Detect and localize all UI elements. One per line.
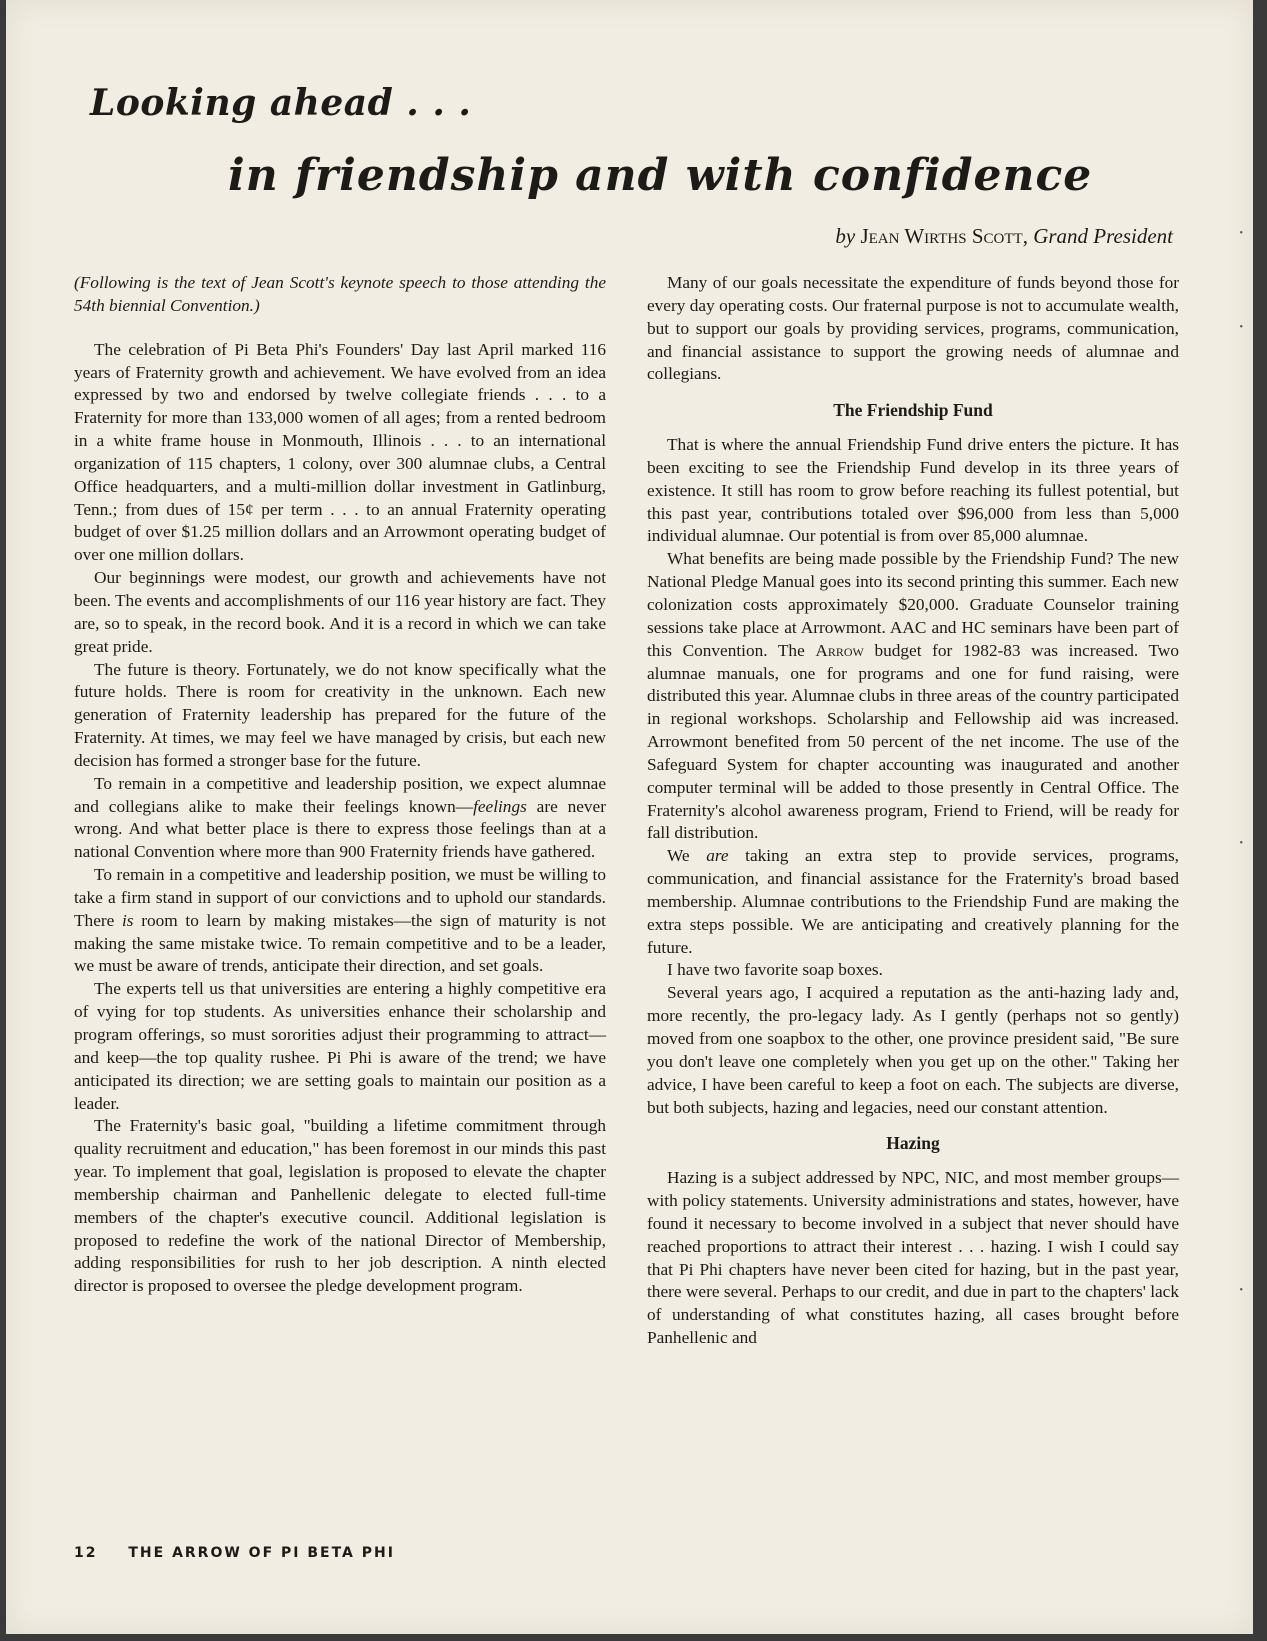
text-run: To remain in a competitive and leadership position, we must be willing to take a firm stand in support of our convictions and to uphold our standards. There	[74, 865, 606, 930]
page-number: 12	[74, 1545, 98, 1561]
scan-speck: •	[1239, 1285, 1243, 1296]
byline-role: Grand President	[1033, 224, 1173, 248]
paragraph: The experts tell us that universities are entering a highly competitive era of vying for top students. As universities enhance their scholarship and program offerings, so must sororities adjust their programming to attract—and keep—the top quality rushee. Pi Phi is aware of the trend; we have anticipated its direction; we are setting goals to maintain our position as a leader.	[74, 979, 606, 1113]
arrow-magazine-name: Arrow	[815, 640, 864, 660]
paragraph	[647, 548, 1179, 845]
right-column	[647, 272, 1179, 1350]
left-column	[74, 272, 606, 1298]
section-heading-friendship-fund: The Friendship Fund	[833, 400, 993, 421]
paragraph: The celebration of Pi Beta Phi's Founders' Day last April marked 116 years of Fraternity growth and achievement. We have evolved from an idea expressed by two and endorsed by twelve collegiate friends . . . to a Fraternity for more than 133,000 women of all ages; from a rented bedroom in a white frame house in Monmouth, Illinois . . . to an international organization of 115 chapters, 1 colony, over 300 alumnae clubs, a Central Office headquarters, and a multi-million dollar investment in Gatlinburg, Tenn.; from dues of 15¢ per term . . . to an annual Fraternity operating budget of over $1.25 million dollars and an Arrowmont operating budget of over one million dollars.	[74, 339, 606, 565]
text-run: What benefits are being made possible by the Friendship Fund? The new National Pledge Manual goes into its second printing this summer. Each new colonization costs approximately $20,000. Graduate Counselor training sessions take place at Arrowmont. AAC and HC seminars have been part of this Convention. The	[647, 549, 1179, 660]
section-heading-hazing: Hazing	[886, 1133, 940, 1154]
title-line-2: in friendship and with confidence	[228, 150, 1093, 201]
text-run: are never wrong. And what better place is there to express those feelings than at a national Convention where more than 900 Fraternity friends have gathered.	[74, 796, 606, 862]
paragraph: The Fraternity's basic goal, "building a lifetime commitment through quality recruitment and education," has been foremost in our minds this past year. To implement that goal, legislation is proposed to elevate the chapter membership chairman and Panhellenic delegate to elected full-time members of the chapter's executive council. Additional legislation is proposed to redefine the work of the national Director of Membership, adding responsibilities for rush to her job description. A ninth elected director is proposed to oversee the pledge development program.	[74, 1116, 606, 1296]
byline	[835, 224, 1173, 249]
paragraph: I have two favorite soap boxes.	[667, 960, 883, 980]
paragraph: Our beginnings were modest, our growth and achievements have not been. The events and accomplishments of our 116 year history are fact. They are, so to speak, in the record book. And it is a record in which we can take great pride.	[74, 568, 606, 656]
text-run: To remain in a competitive and leadership position, we expect alumnae and collegians alike to make their feelings known—	[74, 773, 606, 816]
text-run: We	[667, 846, 707, 866]
emphasis: is	[122, 910, 134, 930]
paragraph	[74, 864, 606, 978]
paragraph: Many of our goals necessitate the expenditure of funds beyond those for every day operating costs. Our fraternal purpose is not to accumulate wealth, but to support our goals by providing services, programs, communication, and financial assistance to support the growing needs of alumnae and collegians.	[647, 273, 1179, 384]
page-footer	[74, 1545, 395, 1561]
paragraph: Several years ago, I acquired a reputation as the anti-hazing lady and, more recently, the pro-legacy lady. As I gently (perhaps not so gently) moved from one soapbox to the other, one province president said, "Be sure you don't leave one completely when you get up on the other." Taking her advice, I have been careful to keep a foot on each. The subjects are diverse, but both subjects, hazing and legacies, need our constant attention.	[647, 983, 1179, 1117]
paragraph: The future is theory. Fortunately, we do not know specifically what the future holds. There is room for creativity in the unknown. Each new generation of Fraternity leadership has prepared for the future of the Fraternity. At times, we may feel we have managed by crisis, but each new decision has formed a stronger base for the future.	[74, 659, 606, 770]
byline-author: Jean Wirths Scott,	[860, 224, 1028, 248]
text-run: budget for 1982-83 was increased. Two alumnae manuals, one for programs and one for fund raising, were distributed this year. Alumnae clubs in three areas of the country participated in regional workshops. Scholarship and Fellowship aid was increased. Arrowmont benefited from 50 percent of the net income. The use of the Safeguard System for chapter accounting was inaugurated and another computer terminal will be added to those presently in Central Office. The Fraternity's alcohol awareness program, Friend to Friend, will be ready for fall distribution.	[647, 640, 1179, 843]
paragraph: Hazing is a subject addressed by NPC, NIC, and most member groups—with policy statements. University administrations and states, however, have found it necessary to become involved in a subject that never should have reached proportions to attract their interest . . . hazing. I wish I could say that Pi Phi chapters have never been cited for hazing, but in the past year, there were several. Perhaps to our credit, and due in part to the chapters' lack of understanding of what constitutes hazing, all cases brought before Panhellenic and	[647, 1168, 1179, 1348]
byline-by: by	[835, 224, 856, 248]
scan-speck: •	[1239, 838, 1243, 849]
text-run: taking an extra step to provide services, programs, communication, and financial assistance for the Fraternity's broad based membership. Alumnae contributions to the Friendship Fund are making the extra steps possible. We are anticipating and creatively planning for the future.	[647, 846, 1179, 957]
scan-speck: •	[1239, 322, 1243, 333]
scan-speck: •	[1239, 228, 1243, 239]
emphasis: are	[706, 846, 729, 866]
emphasis: feelings	[473, 796, 527, 816]
paragraph: That is where the annual Friendship Fund drive enters the picture. It has been exciting to see the Friendship Fund develop in its three years of existence. It still has room to grow before reaching its fullest potential, but this past year, contributions totaled over $96,000 from less than 5,000 individual alumnae. Our potential is from over 85,000 alumnae.	[647, 435, 1179, 546]
text-run: room to learn by making mistakes—the sign of maturity is not making the same mistake twice. To remain competitive and to be a leader, we must be aware of trends, anticipate their direction, and set goals.	[74, 910, 606, 976]
title-line-1: Looking ahead . . .	[90, 82, 472, 124]
magazine-page	[6, 0, 1253, 1634]
paragraph	[74, 773, 606, 864]
publication-name: THE ARROW OF PI BETA PHI	[128, 1545, 395, 1561]
intro-note: (Following is the text of Jean Scott's keynote speech to those attending the 54th biennial Convention.)	[74, 273, 606, 315]
paragraph	[647, 845, 1179, 959]
